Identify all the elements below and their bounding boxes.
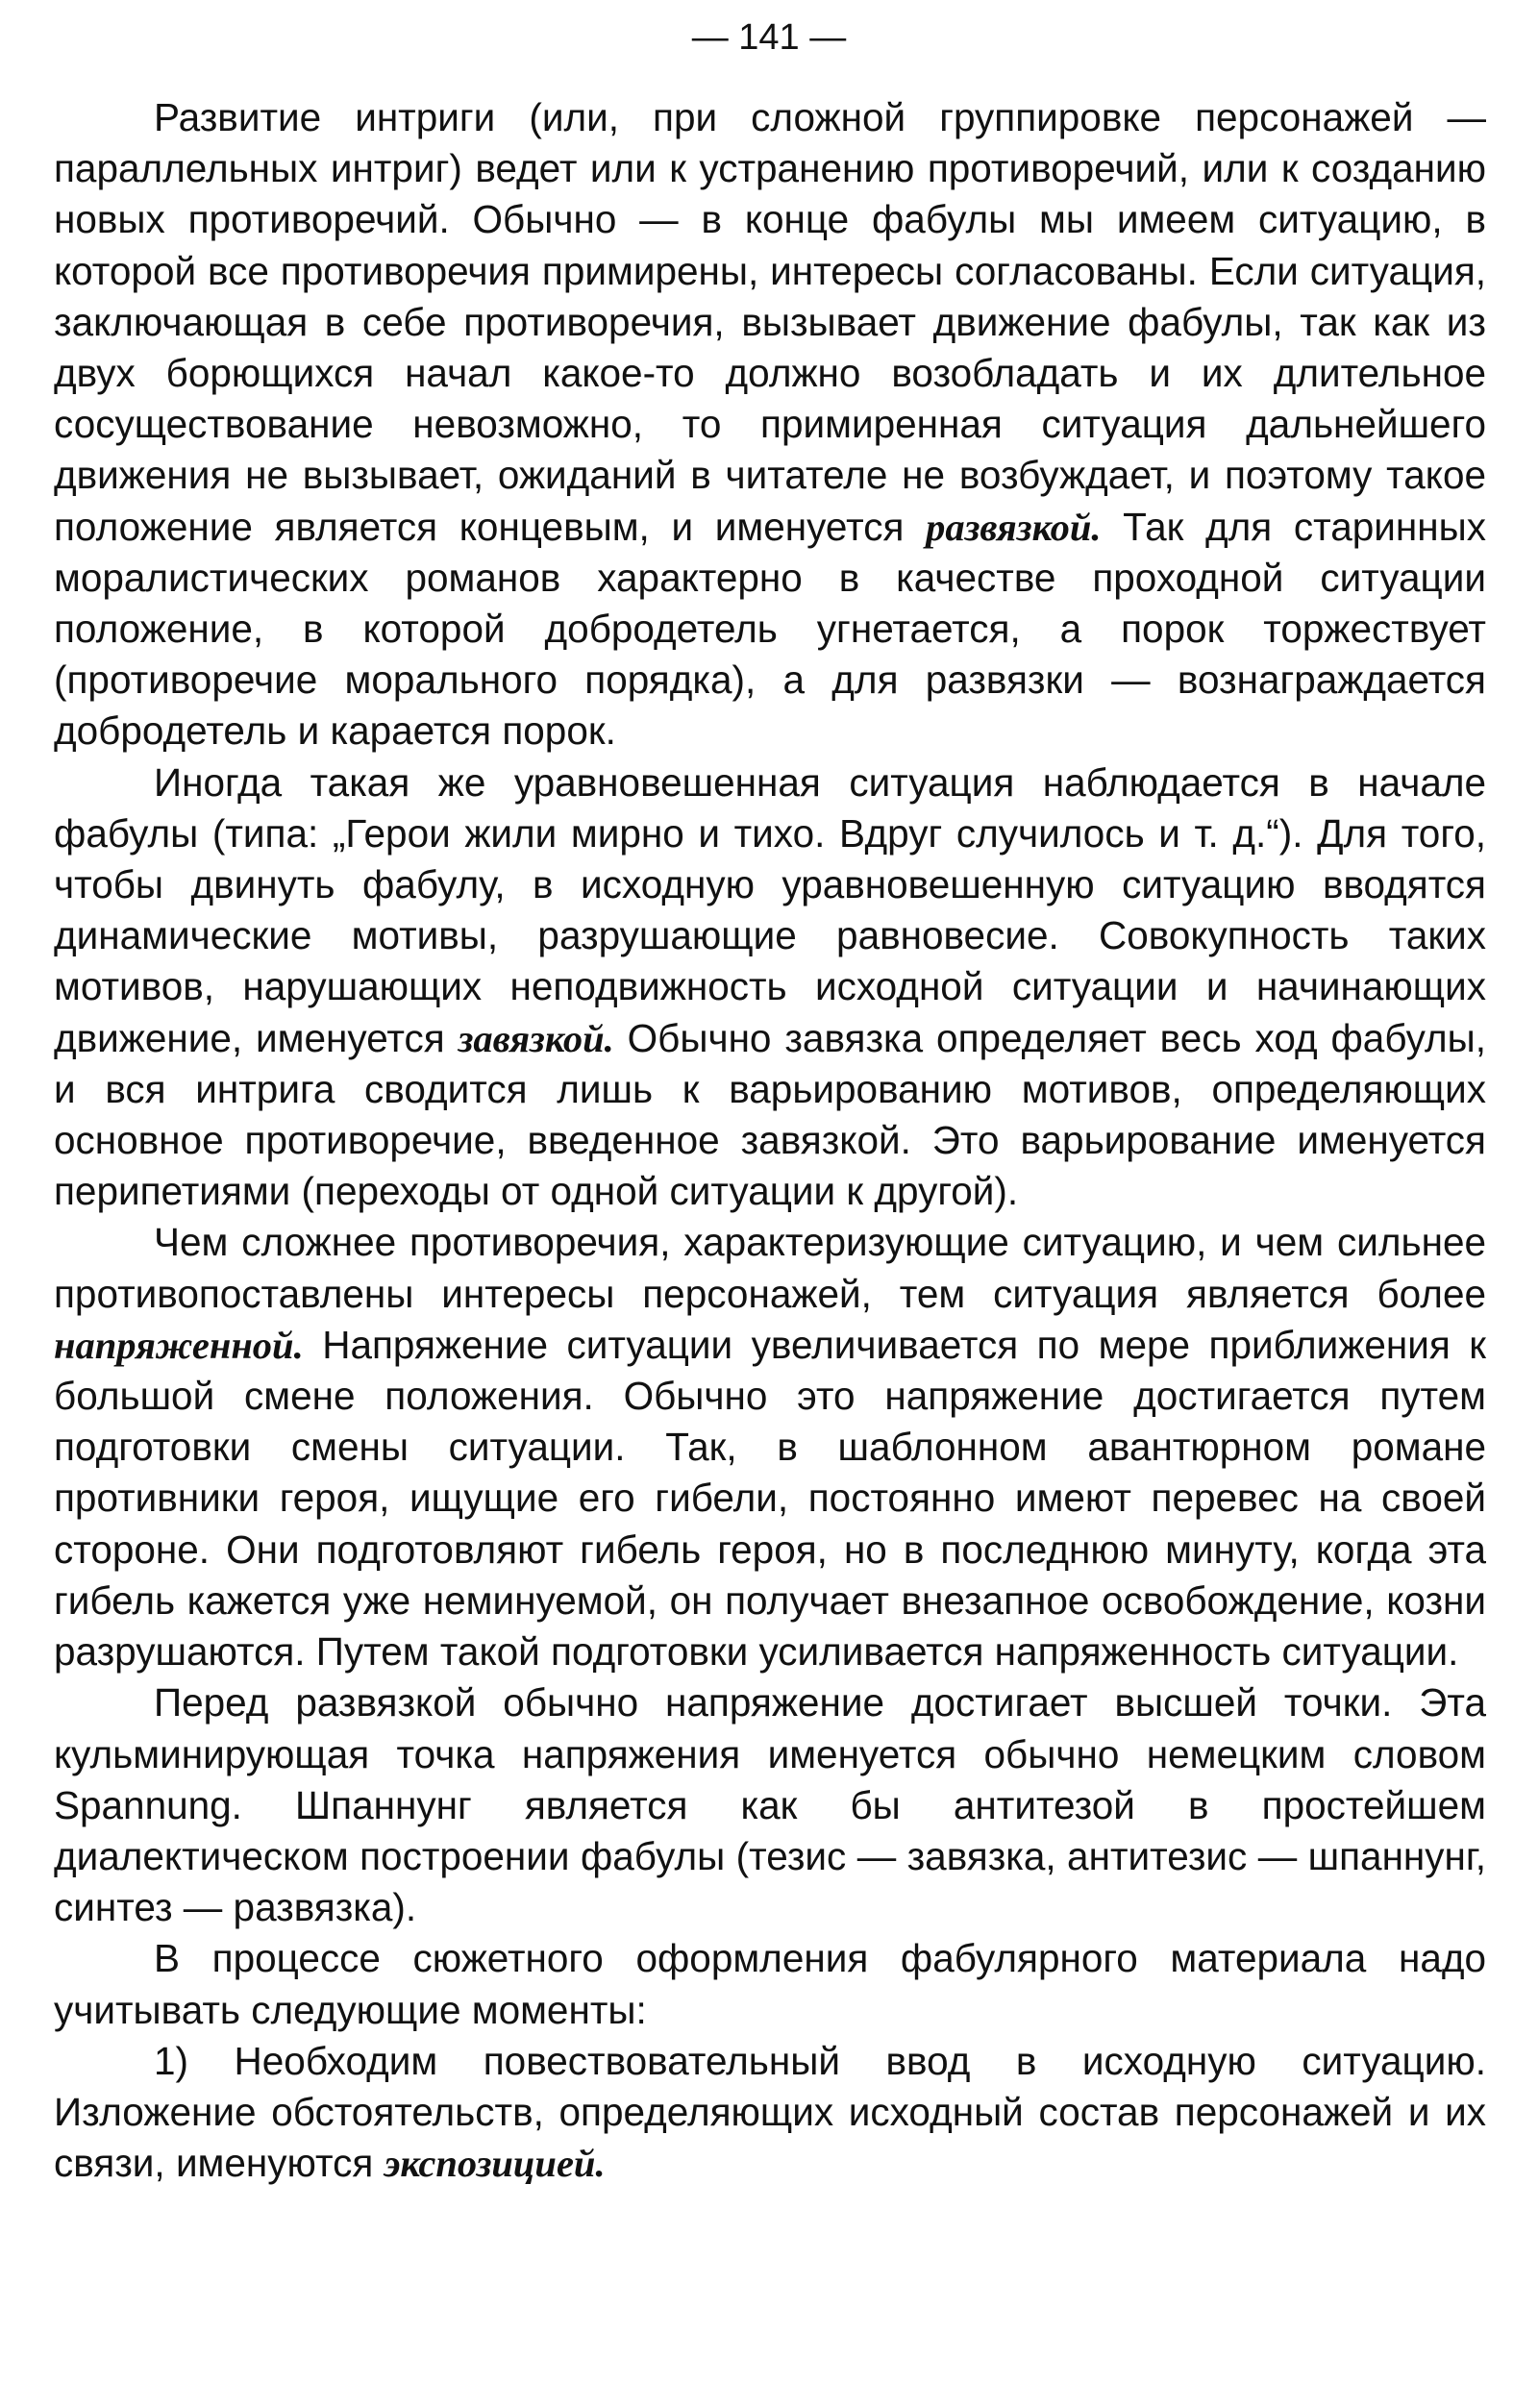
paragraph-1 (54, 92, 1486, 757)
page-number: — 141 — (691, 17, 847, 58)
paragraph-6 (54, 2036, 1486, 2190)
paragraph-3 (54, 1217, 1486, 1677)
paragraph-text: Чем сложнее противоречия, характеризующие ситуацию, и чем сильнее противопоставлены интересы персонажей, тем ситуация является более (54, 1220, 1486, 1316)
paragraph-text: Иногда такая же уравновешенная ситуация наблюдается в начале фабулы (типа: „Герои жили мирно и тихо. Вдруг случилось и т. д.“). Для того, чтобы двинуть фабулу, в исходную уравновешенную ситуацию вводятся динамические мотивы, разрушающие равновесие. Совокупность таких мотивов, нарушающих неподвижность исходной ситуации и начинающих движение, именуется (54, 759, 1486, 1060)
paragraph-text: Так для старинных моралистических романов характерно в качестве проходной ситуации положение, в которой добродетель угнетается, а порок торжествует (противоречие морального порядка), а для развязки — вознаграждается добродетель и карается порок. (54, 504, 1486, 754)
paragraph-text: Обычно завязка определяет весь ход фабулы, и вся интрига сводится лишь к варьированию мотивов, определяющих основное противоречие, введенное завязкой. Это варьирование именуется перипетиями (переходы от одной ситуации к другой). (54, 1015, 1486, 1214)
term-razvyazka: развязкой. (926, 505, 1102, 549)
term-ekspozitsiya: экспозицией. (384, 2142, 606, 2186)
paragraph-4 (54, 1677, 1486, 1933)
paragraph-text: Перед развязкой обычно напряжение достигает высшей точки. Эта кульминирующая точка напряжения именуется обычно немецким словом Spannung. Шпаннунг является как бы антитезой в простейшем диалектическом построении фабулы (тезис — завязка, антитезис — шпаннунг, синтез — развязка). (54, 1680, 1486, 1930)
paragraph-2 (54, 757, 1486, 1218)
paragraph-text: Напряжение ситуации увеличивается по мере приближения к большой смене положения. Обычно это напряжение достигается путем подготовки смены ситуации. Так, в шаблонном авантюрном романе противники героя, ищущие его гибели, постоянно имеют перевес на своей стороне. Они подготовляют гибель героя, но в последнюю минуту, когда эта гибель кажется уже неминуемой, он получает внезапное освобождение, козни разрушаются. Путем такой подготовки усиливается напряженность ситуации. (54, 1322, 1486, 1675)
paragraph-text: 1) Необходим повествовательный ввод в исходную ситуацию. Изложение обстоятельств, определяющих исходный состав персонажей и их связи, именуются (54, 2038, 1486, 2186)
paragraph-text: Развитие интриги (или, при сложной группировке персонажей — параллельных интриг) ведет или к устранению противоречий, или к созданию новых противоречий. Обычно — в конце фабулы мы имеем ситуацию, в которой все противоречия примирены, интересы согласованы. Если ситуация, заключающая в себе противоречия, вызывает движение фабулы, так как из двух борющихся начал какое-то должно возобладать и их длительное сосуществование невозможно, то примиренная ситуация дальнейшего движения не вызывает, ожиданий в читателе не возбуждает, и поэтому такое положение является концевым, и именуется (54, 95, 1486, 549)
term-napryazhennaya: напряженной. (54, 1323, 304, 1367)
paragraph-5 (54, 1933, 1486, 2035)
term-zavyazka: завязкой. (458, 1016, 614, 1060)
paragraph-text: В процессе сюжетного оформления фабулярного материала надо учитывать следующие моменты: (54, 1936, 1486, 2032)
body-text (54, 92, 1486, 2189)
